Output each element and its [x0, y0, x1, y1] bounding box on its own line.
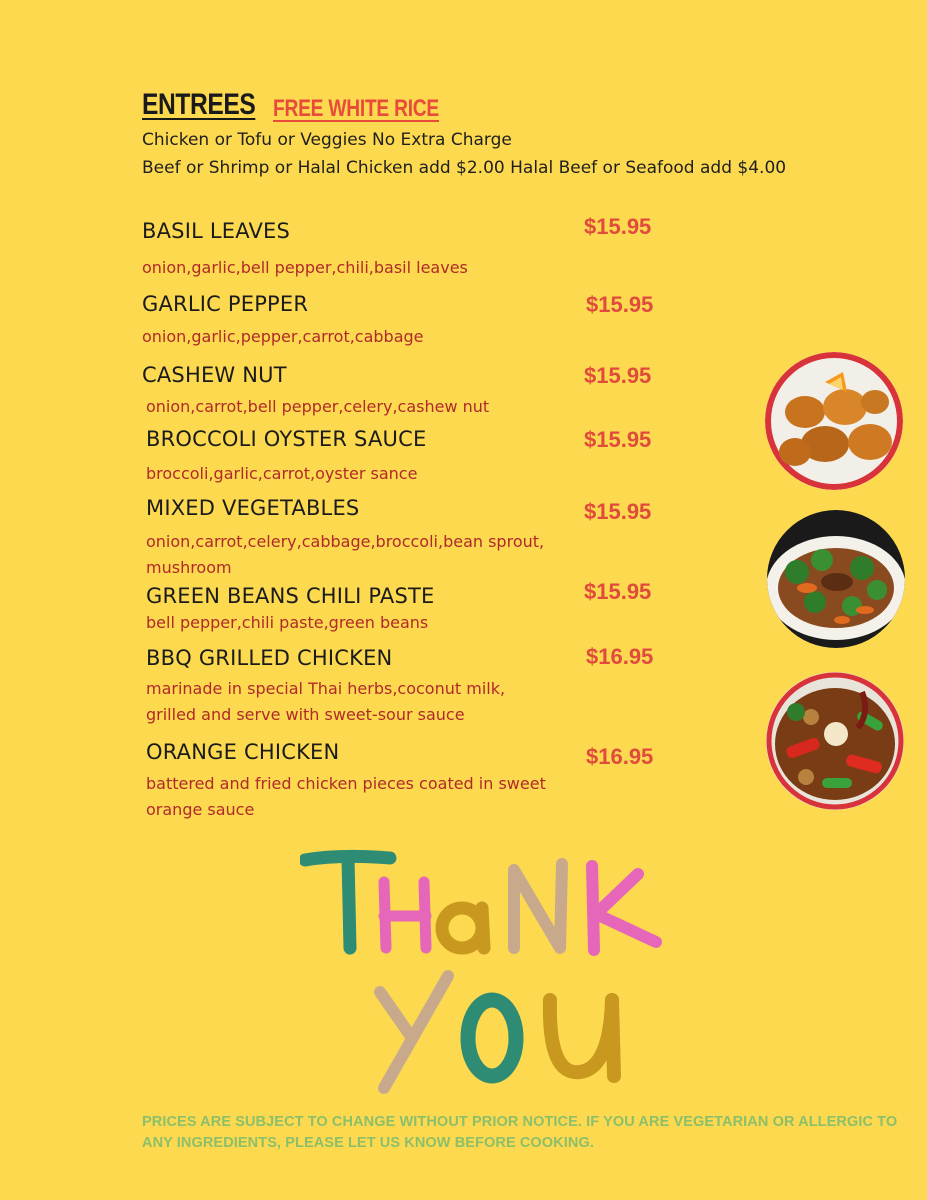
item-name-mixed-vegetables: MIXED VEGETABLES [146, 496, 360, 520]
item-price-cashew-nut: $15.95 [584, 363, 652, 388]
item-price-green-beans-chili-paste: $15.95 [584, 579, 652, 604]
item-desc-bbq-grilled-chicken [146, 676, 505, 728]
beef-broccoli-photo [767, 510, 905, 648]
protein-note-1: Chicken or Tofu or Veggies No Extra Charge [142, 130, 512, 150]
item-name-cashew-nut: CASHEW NUT [142, 363, 287, 387]
free-rice-note: FREE WHITE RICE [273, 95, 440, 122]
item-desc-cashew-nut: onion,carrot,bell pepper,celery,cashew nut [146, 397, 490, 416]
item-name-garlic-pepper: GARLIC PEPPER [142, 292, 309, 316]
protein-note-2: Beef or Shrimp or Halal Chicken add $2.00 Halal Beef or Seafood add $4.00 [142, 158, 787, 178]
item-price-bbq-grilled-chicken: $16.95 [586, 644, 654, 669]
menu-section-title: ENTREES [142, 88, 256, 121]
desc-line: grilled and serve with sweet-sour sauce [146, 705, 465, 724]
item-name-green-beans-chili-paste: GREEN BEANS CHILI PASTE [146, 584, 435, 608]
price-allergy-notice [142, 1112, 917, 1154]
desc-line: mushroom [146, 558, 232, 577]
item-desc-green-beans-chili-paste: bell pepper,chili paste,green beans [146, 613, 429, 632]
stir-fry-chili-photo [766, 672, 904, 810]
item-price-basil-leaves: $15.95 [584, 214, 652, 239]
item-desc-garlic-pepper: onion,garlic,pepper,carrot,cabbage [142, 327, 424, 346]
desc-line: marinade in special Thai herbs,coconut milk, [146, 679, 506, 698]
item-price-mixed-vegetables: $15.95 [584, 499, 652, 524]
notice-line: PRICES ARE SUBJECT TO CHANGE WITHOUT PRIOR NOTICE. IF YOU ARE VEGETARIAN OR ALLERGIC TO [142, 1114, 898, 1130]
item-name-broccoli-oyster-sauce: BROCCOLI OYSTER SAUCE [146, 427, 427, 451]
item-price-broccoli-oyster-sauce: $15.95 [584, 427, 652, 452]
item-name-basil-leaves: BASIL LEAVES [142, 219, 291, 243]
item-desc-broccoli-oyster-sauce: broccoli,garlic,carrot,oyster sance [146, 464, 418, 483]
item-desc-orange-chicken [146, 771, 546, 823]
item-desc-basil-leaves: onion,garlic,bell pepper,chili,basil leaves [142, 258, 468, 277]
item-price-garlic-pepper: $15.95 [586, 292, 654, 317]
desc-line: onion,carrot,celery,cabbage,broccoli,bean sprout, [146, 532, 545, 551]
item-desc-mixed-vegetables [146, 529, 544, 581]
notice-line: ANY INGREDIENTS, PLEASE LET US KNOW BEFORE COOKING. [142, 1135, 594, 1151]
desc-line: orange sauce [146, 800, 255, 819]
item-name-orange-chicken: ORANGE CHICKEN [146, 740, 340, 764]
orange-chicken-photo [765, 352, 903, 490]
desc-line: battered and fried chicken pieces coated in sweet [146, 774, 546, 793]
item-price-orange-chicken: $16.95 [586, 744, 654, 769]
item-name-bbq-grilled-chicken: BBQ GRILLED CHICKEN [146, 646, 393, 670]
thank-you-lettering [300, 840, 680, 1104]
